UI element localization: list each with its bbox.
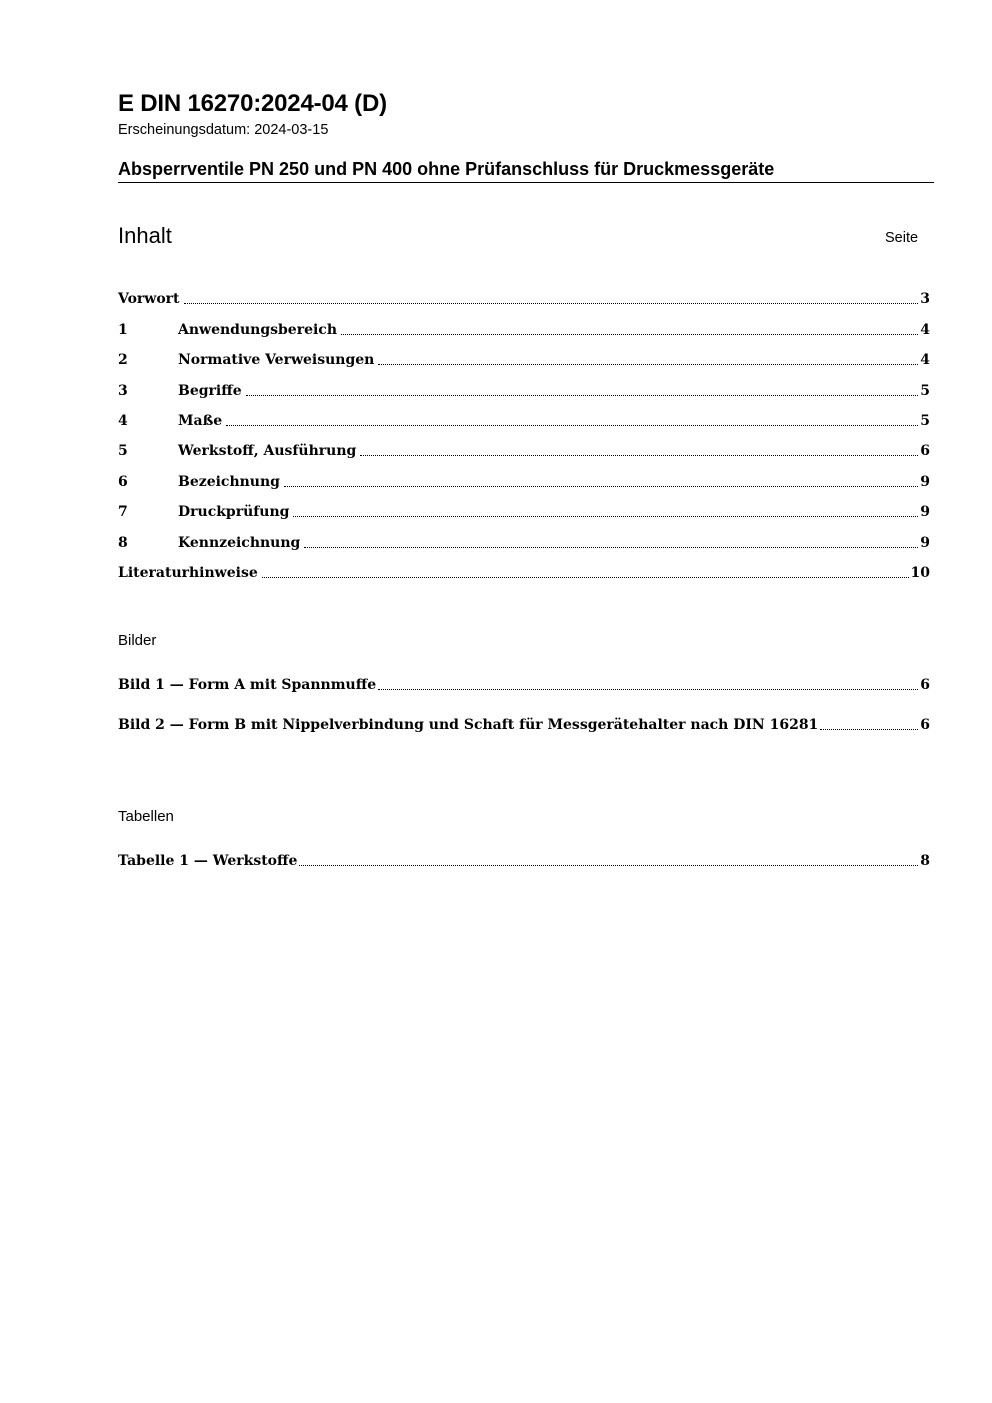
- table-entry-label: Tabelle 1 — Werkstoffe: [118, 853, 298, 869]
- toc-entry-label: Maße: [178, 412, 223, 429]
- toc-entry-2[interactable]: [118, 339, 930, 369]
- toc-entry-label: Anwendungsbereich: [178, 321, 337, 338]
- toc-entry-3[interactable]: [118, 369, 930, 399]
- table-entry-1[interactable]: [118, 830, 930, 870]
- toc-entry-label: Kennzeichnung: [178, 534, 301, 551]
- figure-entry-page: 6: [920, 717, 930, 733]
- toc-entry-page: 4: [920, 321, 930, 338]
- toc-leader-dots: [262, 577, 909, 578]
- toc-entry-number: 6: [118, 473, 128, 490]
- tables-heading: Tabellen: [118, 808, 174, 825]
- figure-entry-1[interactable]: [118, 654, 930, 694]
- toc-entry-1[interactable]: [118, 308, 930, 338]
- toc-entry-6[interactable]: [118, 460, 930, 490]
- toc-entry-page: 3: [920, 291, 930, 308]
- toc-entry-number: 4: [118, 412, 128, 429]
- toc-leader-dots: [378, 364, 918, 365]
- toc-page-column-label: Seite: [885, 230, 919, 246]
- toc-entry-number: 7: [118, 504, 128, 521]
- toc-entry-label: Druckprüfung: [178, 504, 290, 521]
- toc-entry-literaturhinweise[interactable]: [118, 552, 930, 582]
- figure-entry-label: Bild 2 — Form B mit Nippelverbindung und Schaft für Messgerätehalter nach DIN 16281: [118, 717, 819, 733]
- toc-leader-dots: [246, 395, 919, 396]
- table-entry-page: 8: [920, 853, 930, 869]
- toc-entry-page: 4: [920, 352, 930, 369]
- toc-entry-page: 5: [920, 382, 930, 399]
- figures-list: [118, 654, 930, 734]
- toc-entry-label: Begriffe: [178, 382, 242, 399]
- toc-list: [118, 278, 930, 582]
- toc-entry-number: 3: [118, 382, 128, 399]
- toc-leader-dots: [226, 425, 918, 426]
- publication-date: Erscheinungsdatum: 2024-03-15: [118, 122, 329, 138]
- toc-leader-dots: [293, 516, 918, 517]
- toc-entry-7[interactable]: [118, 491, 930, 521]
- figures-heading: Bilder: [118, 632, 157, 649]
- toc-entry-label: Literaturhinweise: [118, 564, 258, 581]
- toc-leader-dots: [184, 303, 919, 304]
- toc-entry-label: Normative Verweisungen: [178, 352, 375, 369]
- toc-entry-label: Vorwort: [118, 291, 180, 308]
- document-title: Absperrventile PN 250 und PN 400 ohne Prüfanschluss für Druckmessgeräte: [118, 159, 934, 183]
- figure-entry-label: Bild 1 — Form A mit Spannmuffe: [118, 677, 377, 693]
- toc-entry-number: 1: [118, 321, 128, 338]
- figure-leader-dots: [820, 729, 918, 730]
- toc-heading: Inhalt: [118, 223, 172, 248]
- toc-entry-page: 5: [920, 412, 930, 429]
- toc-entry-page: 10: [910, 564, 930, 581]
- toc-entry-page: 9: [920, 504, 930, 521]
- toc-leader-dots: [341, 334, 918, 335]
- toc-entry-4[interactable]: [118, 400, 930, 430]
- toc-entry-5[interactable]: [118, 430, 930, 460]
- figure-entry-page: 6: [920, 677, 930, 693]
- toc-entry-page: 6: [920, 443, 930, 460]
- toc-entry-number: 5: [118, 443, 128, 460]
- toc-entry-vorwort[interactable]: [118, 278, 930, 308]
- toc-leader-dots: [284, 486, 918, 487]
- toc-leader-dots: [304, 547, 918, 548]
- tables-list: [118, 830, 930, 870]
- toc-entry-number: 2: [118, 352, 128, 369]
- toc-entry-page: 9: [920, 473, 930, 490]
- figure-entry-2[interactable]: [118, 694, 930, 734]
- toc-leader-dots: [360, 455, 918, 456]
- document-id: E DIN 16270:2024-04 (D): [118, 90, 387, 117]
- figure-leader-dots: [378, 689, 918, 690]
- toc-entry-number: 8: [118, 534, 128, 551]
- toc-entry-label: Bezeichnung: [178, 473, 280, 490]
- toc-entry-8[interactable]: [118, 521, 930, 551]
- toc-entry-page: 9: [920, 534, 930, 551]
- table-leader-dots: [299, 865, 918, 866]
- toc-entry-label: Werkstoff, Ausführung: [178, 443, 357, 460]
